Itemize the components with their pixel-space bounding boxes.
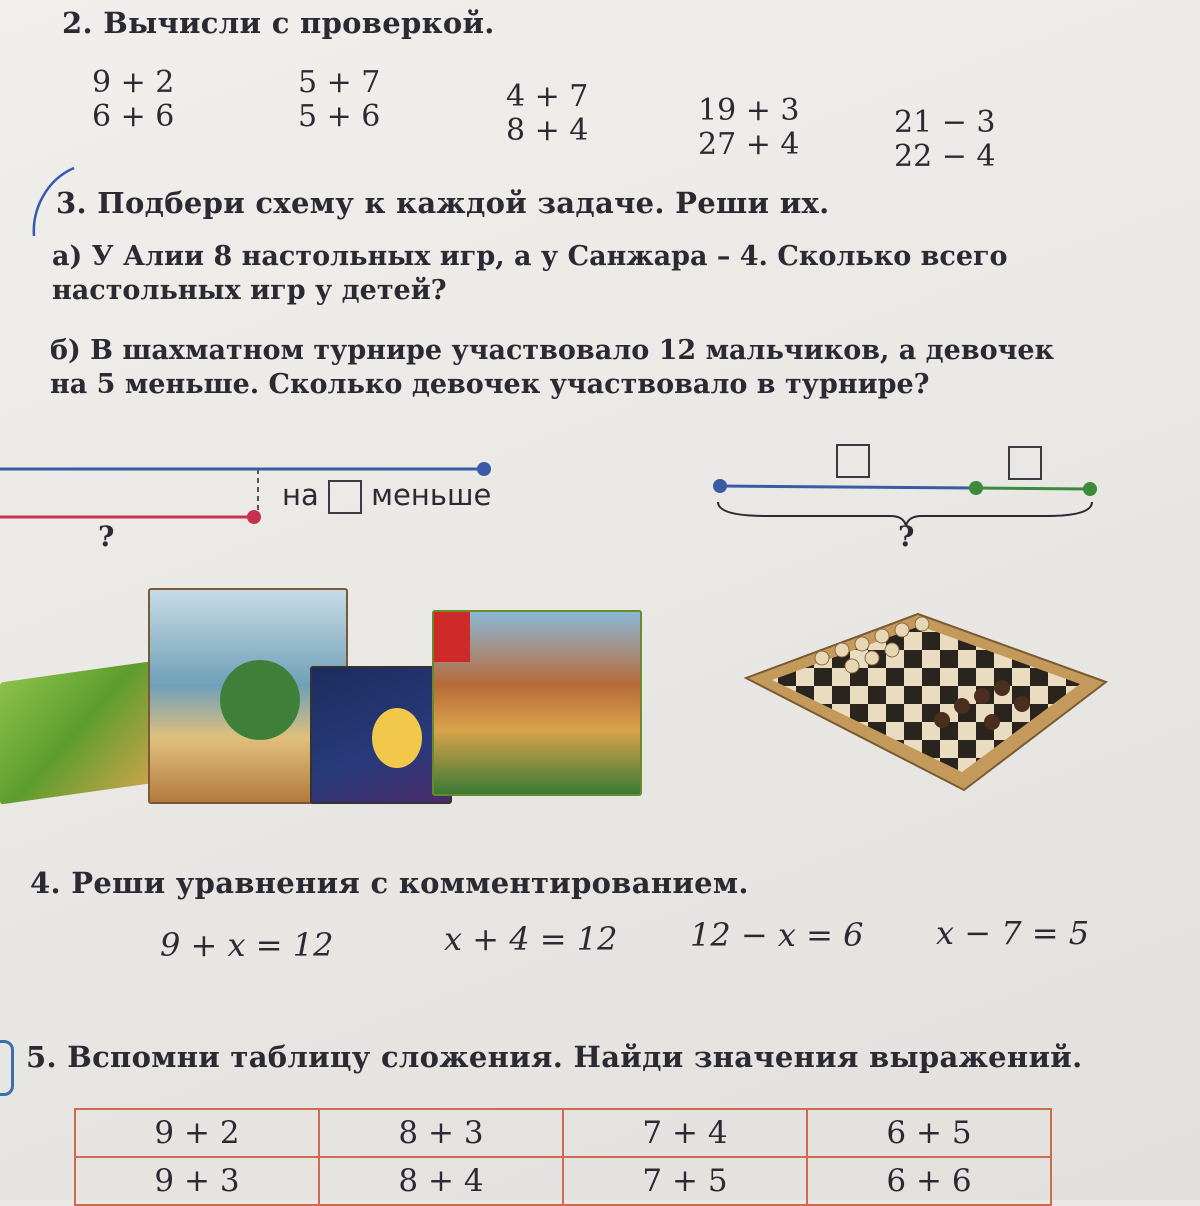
red-endpoint — [247, 510, 261, 524]
problem-b-line: б) В шахматном турнире участвовало 12 мальчиков, а девочек — [50, 335, 1055, 366]
label-na: на — [282, 478, 319, 512]
problem-a-line: настольных игр у детей? — [52, 275, 447, 306]
task2-heading: 2. Вычисли с проверкой. — [62, 6, 495, 40]
expression: 19 + 3 — [698, 93, 800, 128]
scheme-right-question: ? — [898, 520, 915, 553]
table-cell: 6 + 6 — [807, 1157, 1051, 1205]
table-cell: 6 + 5 — [807, 1109, 1051, 1157]
blue-endpoint — [477, 462, 491, 476]
green-endpoint — [1083, 482, 1097, 496]
task5-heading: 5. Вспомни таблицу сложения. Найди значения выражений. — [26, 1040, 1083, 1074]
blue-endpoint — [713, 479, 727, 493]
table-cell: 7 + 5 — [563, 1157, 807, 1205]
equation: x + 4 = 12 — [444, 920, 618, 958]
equation: 9 + x = 12 — [160, 926, 334, 964]
task2-column-1 — [92, 66, 174, 134]
scheme-left-label — [282, 478, 491, 514]
table-cell: 8 + 4 — [319, 1157, 563, 1205]
game-box-image — [310, 666, 452, 804]
expression: 22 − 4 — [894, 139, 996, 174]
label-less: меньше — [371, 478, 492, 512]
task5-marker-icon — [0, 1040, 14, 1096]
chess-board-image — [742, 596, 1112, 796]
expression: 6 + 6 — [92, 99, 175, 134]
equation: x − 7 = 5 — [936, 914, 1090, 952]
task2-column-5 — [894, 106, 995, 174]
expression: 21 − 3 — [894, 105, 996, 140]
board-game-image — [0, 661, 150, 804]
task4-heading: 4. Реши уравнения с комментированием. — [30, 866, 749, 900]
task3-problem-a — [52, 240, 1008, 308]
problem-b-line: на 5 меньше. Сколько девочек участвовало в турнире? — [50, 369, 930, 400]
scheme-left-question: ? — [98, 520, 115, 553]
green-segment — [976, 488, 1090, 489]
table-cell: 8 + 3 — [319, 1109, 563, 1157]
addition-table — [74, 1108, 1052, 1206]
blue-segment — [720, 486, 976, 488]
expression: 8 + 4 — [506, 113, 589, 148]
task3-problem-b — [50, 334, 1054, 402]
expression: 27 + 4 — [698, 127, 800, 162]
equation: 12 − x = 6 — [690, 916, 864, 954]
task2-column-4 — [698, 94, 799, 162]
lego-box-image — [432, 610, 642, 796]
table-cell: 7 + 4 — [563, 1109, 807, 1157]
table-row — [75, 1157, 1051, 1205]
table-cell: 9 + 2 — [75, 1109, 319, 1157]
table-cell: 9 + 3 — [75, 1157, 319, 1205]
task2-column-3 — [506, 80, 588, 148]
green-midpoint — [969, 481, 983, 495]
expression: 4 + 7 — [506, 79, 589, 114]
expression: 5 + 6 — [298, 99, 381, 134]
expression: 9 + 2 — [92, 65, 175, 100]
problem-a-line: а) У Алии 8 настольных игр, а у Санжара – 4. Сколько всего — [52, 241, 1008, 272]
task2-column-2 — [298, 66, 380, 134]
task3-heading: 3. Подбери схему к каждой задаче. Реши их. — [56, 186, 830, 220]
expression: 5 + 7 — [298, 65, 381, 100]
answer-box[interactable] — [328, 480, 362, 514]
table-row — [75, 1109, 1051, 1157]
